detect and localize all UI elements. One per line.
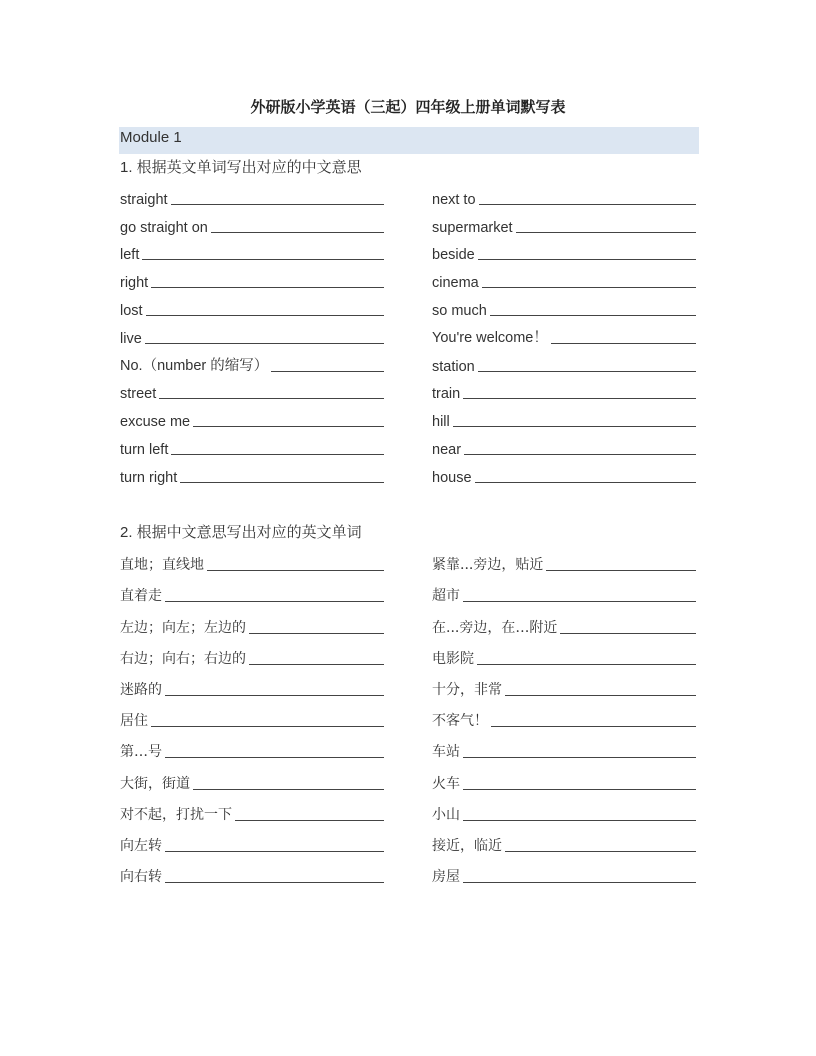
answer-blank[interactable] — [464, 454, 696, 455]
vocab-prompt: 电影院 — [432, 650, 474, 667]
answer-blank[interactable] — [249, 664, 384, 665]
vocab-prompt: 超市 — [432, 588, 460, 605]
vocab-prompt: straight — [120, 191, 168, 208]
vocab-prompt: so much — [432, 302, 487, 319]
vocab-prompt: 直着走 — [120, 588, 162, 605]
answer-blank[interactable] — [171, 454, 384, 455]
answer-blank[interactable] — [505, 695, 696, 696]
vocab-prompt: 大街，街道 — [120, 775, 190, 792]
answer-blank[interactable] — [146, 315, 384, 316]
vocab-row — [432, 319, 696, 347]
answer-blank[interactable] — [463, 601, 696, 602]
answer-blank[interactable] — [463, 789, 696, 790]
vocab-row — [120, 730, 384, 761]
vocab-row — [432, 543, 696, 574]
vocab-row — [432, 761, 696, 792]
answer-blank[interactable] — [249, 633, 384, 634]
vocab-row — [432, 793, 696, 824]
vocab-prompt: 左边；向左；左边的 — [120, 619, 246, 636]
page-title: 外研版小学英语（三起）四年级上册单词默写表 — [250, 98, 566, 116]
vocab-row — [120, 574, 384, 605]
vocab-row — [432, 637, 696, 668]
answer-blank[interactable] — [482, 287, 696, 288]
vocab-prompt: 直地；直线地 — [120, 557, 204, 574]
section2-heading: 2. 根据中文意思写出对应的英文单词 — [120, 524, 362, 541]
section2-right — [432, 543, 696, 886]
vocab-prompt: near — [432, 441, 462, 458]
vocab-row — [432, 458, 696, 486]
vocab-prompt: hill — [432, 414, 450, 431]
vocab-prompt: You're welcome！ — [432, 329, 548, 346]
vocab-row — [432, 574, 696, 605]
vocab-row — [120, 319, 384, 347]
answer-blank[interactable] — [477, 664, 696, 665]
vocab-prompt: supermarket — [432, 219, 513, 236]
answer-blank[interactable] — [490, 315, 696, 316]
vocab-prompt: 居住 — [120, 713, 148, 730]
vocab-row — [120, 458, 384, 486]
answer-blank[interactable] — [463, 757, 696, 758]
vocab-row — [432, 699, 696, 730]
answer-blank[interactable] — [478, 259, 696, 260]
answer-blank[interactable] — [171, 204, 384, 205]
vocab-prompt: 向右转 — [120, 869, 162, 886]
vocab-prompt: house — [432, 469, 472, 486]
vocab-prompt: station — [432, 358, 475, 375]
vocab-prompt: 房屋 — [432, 869, 460, 886]
vocab-row — [432, 605, 696, 636]
vocab-row — [120, 699, 384, 730]
vocab-row — [432, 347, 696, 375]
vocab-row — [432, 263, 696, 291]
vocab-row — [120, 430, 384, 458]
vocab-prompt: excuse me — [120, 414, 191, 431]
answer-blank[interactable] — [165, 851, 384, 852]
vocab-row — [120, 375, 384, 403]
vocab-row — [120, 605, 384, 636]
vocab-row — [120, 291, 384, 319]
vocab-row — [120, 347, 384, 375]
answer-blank[interactable] — [551, 343, 696, 344]
answer-blank[interactable] — [505, 851, 696, 852]
vocab-row — [120, 236, 384, 264]
answer-blank[interactable] — [463, 398, 696, 399]
vocab-prompt: 接近，临近 — [432, 837, 502, 854]
answer-blank[interactable] — [180, 482, 384, 483]
answer-blank[interactable] — [165, 601, 384, 602]
vocab-prompt: No.（number 的缩写） — [120, 357, 269, 374]
vocab-row — [432, 668, 696, 699]
vocab-prompt: beside — [432, 247, 475, 264]
vocab-prompt: 右边；向右；右边的 — [120, 650, 246, 667]
vocab-prompt: 对不起，打扰一下 — [120, 806, 232, 823]
vocab-row — [120, 263, 384, 291]
vocab-row — [120, 793, 384, 824]
section1-right — [432, 180, 696, 486]
vocab-prompt: right — [120, 275, 149, 292]
vocab-prompt: train — [432, 386, 461, 403]
vocab-row — [120, 543, 384, 574]
vocab-row — [432, 824, 696, 855]
answer-blank[interactable] — [546, 570, 696, 571]
vocab-prompt: 紧靠...旁边，贴近 — [432, 557, 544, 574]
vocab-prompt: 十分，非常 — [432, 681, 502, 698]
vocab-prompt: 迷路的 — [120, 681, 162, 698]
vocab-row — [120, 668, 384, 699]
vocab-prompt: street — [120, 386, 157, 403]
vocab-prompt: turn right — [120, 469, 178, 486]
vocab-prompt: go straight on — [120, 219, 208, 236]
vocab-row — [120, 208, 384, 236]
answer-blank[interactable] — [478, 371, 696, 372]
vocab-prompt: 向左转 — [120, 837, 162, 854]
module-header: Module 1 — [119, 127, 699, 154]
answer-blank[interactable] — [479, 204, 696, 205]
vocab-row — [432, 208, 696, 236]
vocab-row — [432, 375, 696, 403]
section1-left — [120, 180, 384, 486]
vocab-row — [120, 180, 384, 208]
vocab-prompt: next to — [432, 191, 476, 208]
vocab-row — [432, 730, 696, 761]
answer-blank[interactable] — [516, 232, 696, 233]
vocab-row — [120, 855, 384, 886]
vocab-prompt: 第…号 — [120, 744, 162, 761]
vocab-row — [432, 236, 696, 264]
vocab-prompt: 在...旁边，在…附近 — [432, 619, 558, 636]
vocab-row — [120, 761, 384, 792]
answer-blank[interactable] — [165, 695, 384, 696]
answer-blank[interactable] — [142, 259, 384, 260]
answer-blank[interactable] — [463, 820, 696, 821]
section1-heading: 1. 根据英文单词写出对应的中文意思 — [120, 159, 362, 176]
vocab-row — [432, 402, 696, 430]
vocab-prompt: left — [120, 247, 140, 264]
vocab-prompt: 车站 — [432, 744, 460, 761]
answer-blank[interactable] — [159, 398, 384, 399]
answer-blank[interactable] — [151, 287, 384, 288]
vocab-row — [120, 637, 384, 668]
answer-blank[interactable] — [145, 343, 384, 344]
answer-blank[interactable] — [463, 882, 696, 883]
answer-blank[interactable] — [235, 820, 384, 821]
answer-blank[interactable] — [193, 426, 384, 427]
vocab-prompt: turn left — [120, 441, 169, 458]
answer-blank[interactable] — [207, 570, 384, 571]
answer-blank[interactable] — [491, 726, 696, 727]
vocab-row — [432, 855, 696, 886]
vocab-prompt: live — [120, 330, 142, 347]
answer-blank[interactable] — [151, 726, 384, 727]
answer-blank[interactable] — [271, 371, 384, 372]
answer-blank[interactable] — [475, 482, 696, 483]
vocab-prompt: 小山 — [432, 806, 460, 823]
vocab-prompt: lost — [120, 302, 143, 319]
answer-blank[interactable] — [165, 757, 384, 758]
answer-blank[interactable] — [165, 882, 384, 883]
vocab-prompt: cinema — [432, 275, 479, 292]
answer-blank[interactable] — [453, 426, 696, 427]
vocab-row — [120, 824, 384, 855]
section2-left — [120, 543, 384, 886]
vocab-row — [432, 180, 696, 208]
answer-blank[interactable] — [560, 633, 696, 634]
vocab-prompt: 火车 — [432, 775, 460, 792]
answer-blank[interactable] — [193, 789, 384, 790]
vocab-prompt: 不客气！ — [432, 713, 488, 730]
answer-blank[interactable] — [211, 232, 384, 233]
vocab-row — [432, 430, 696, 458]
vocab-row — [432, 291, 696, 319]
vocab-row — [120, 402, 384, 430]
